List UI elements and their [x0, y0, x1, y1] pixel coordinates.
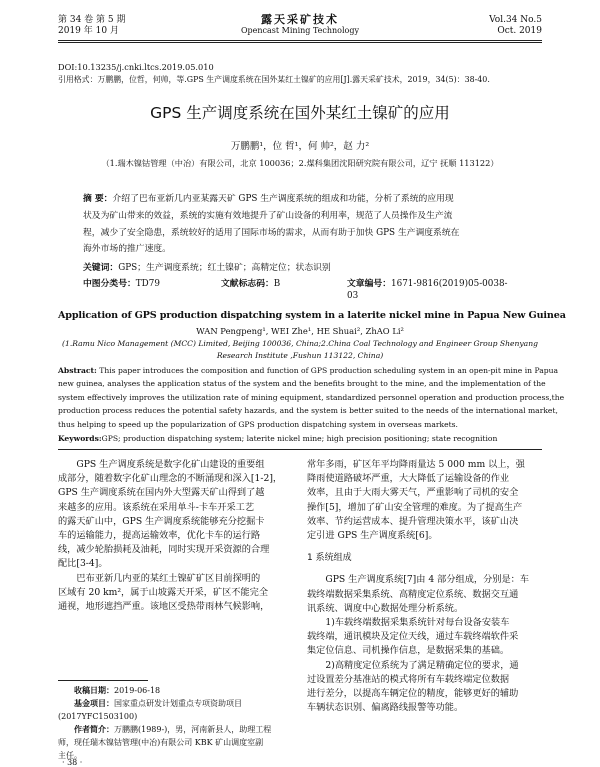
body-line: 1)车载终端数据采集系统针对每台设备安装车 [325, 617, 510, 629]
abstract-en-label: Abstract: [58, 366, 97, 375]
abstract-cn-line: 海外市场的推广速度。 [83, 244, 171, 255]
abstract-en-line: This paper introduces the composition and function of GPS production scheduling system in an open-pit mine in Papua [99, 366, 559, 375]
body-line: 效率、节约运营成本、提升管理决策水平，该矿山决 [307, 515, 519, 527]
journal-name [200, 13, 400, 36]
header-issue-en: Vol.34 No.5 [489, 15, 542, 25]
affiliations-en-line2: Research Institute ,Fushun 113122, China) [216, 351, 384, 360]
header-date-en: Oct. 2019 [497, 26, 542, 36]
affiliations-cn: （1.瑞木镍钴管理（中冶）有限公司，北京 100036；2.煤科集团沈阳研究院有限公司，辽宁 抚顺 113122） [101, 158, 499, 168]
authors-cn: 万鹏鹏¹，位 哲¹，何 帅²，赵 力² [230, 141, 370, 152]
body-line: 载终端数据采集系统、高精度定位系统、数据交互通 [307, 588, 519, 600]
body-line: GPS 生产调度系统在国内外大型露天矿山得到了越 [58, 487, 265, 499]
section-heading: 1 系统组成 [307, 553, 352, 564]
document-code-value: B [273, 279, 281, 289]
footnote-received-label: 收稿日期： [74, 685, 114, 695]
footnote-received: 2019-06-18 [114, 686, 161, 695]
body-line: 线，减少轮胎损耗及油耗，同时实现开采资源的合理 [58, 544, 270, 556]
footnote-author-label: 作者简介： [74, 724, 114, 734]
body-line: 的露天矿山中，GPS 生产调度系统能够充分挖掘卡 [58, 515, 265, 527]
body-line: 过设置差分基准站的模式将所有车载终端定位数据 [307, 673, 510, 685]
abstract-en [58, 364, 565, 431]
right-column [307, 458, 542, 715]
abstract-cn [83, 191, 517, 258]
body-line: 成部分，随着数字化矿山理念的不断涌现和深入[1-2]， [58, 473, 283, 485]
page-number: · 38 · [62, 758, 83, 767]
abstract-cn-label: 摘 要： [83, 194, 113, 204]
body-line: 进行差分，以提高车辆定位的精度，能够更好的辅助 [307, 688, 519, 700]
body-line: 效率，且由于大雨大雾天气，严重影响了司机的安全 [307, 487, 519, 499]
header-issue: 第 34 卷 第 5 期 [58, 15, 126, 25]
keywords-en-text: GPS; production dispatching system; laterite nickel mine; high precision positioning; state recognition [101, 434, 498, 443]
footnote-author-2: 师，现任瑞木镍钴管理(中冶)有限公司 KBK 矿山调度室副 [58, 738, 264, 747]
affiliations-en-line1: (1.Ramu Nico Management (MCC) Limited, Beijing 100036, China;2.China Coal Technology and Engineer Group Shenyang [62, 339, 538, 348]
body-line: 来越多的应用。该系统在采用单斗-卡车开采工艺 [58, 501, 255, 513]
body-line: 通视，地形遮挡严重。该地区受热带雨林气候影响， [58, 601, 270, 613]
abstract-en-line: production process reduces the potential safety hazards, and the system is better suited to the needs of the international market, [58, 406, 558, 416]
body-line: 集定位信息、司机操作信息，是数据采集的基础。 [307, 645, 510, 657]
footnote-fund-2: (2017YFC1503100) [58, 712, 138, 721]
header-date: 2019 年 10 月 [58, 26, 119, 36]
header-volume-en [489, 15, 542, 37]
body-line: 操作[5]，增加了矿山安全管理的难度。为了提高生产 [307, 501, 523, 513]
body-line: 巴布亚新几内亚的某红土镍矿矿区目前探明的 [76, 572, 261, 584]
header-rule [58, 40, 542, 41]
keywords-cn-text: GPS；生产调度系统；红土镍矿；高精定位；状态识别 [118, 263, 331, 273]
title-en: Application of GPS production dispatching system in a laterite nickel mine in Papua New Guinea [58, 310, 566, 321]
body-line: 2)高精度定位系统为了满足精确定位的要求，通 [325, 659, 519, 671]
article-number-value: 1671-9816(2019)05-0038-03 [347, 279, 508, 301]
abstract-divider [58, 449, 542, 450]
document-code-label: 文献标志码： [221, 279, 274, 289]
clc-label: 中图分类号： [83, 279, 136, 289]
article-number [347, 278, 517, 302]
clc-number [83, 278, 160, 290]
doi: DOI:10.13235/j.cnki.ltcs.2019.05.010 [58, 62, 214, 72]
body-line: 车辆状态识别、偏离路线报警等功能。 [307, 702, 464, 714]
body-line: 降雨使道路破坏严重，大大降低了运输设备的作业 [307, 473, 510, 485]
footnote-fund-label: 基金项目： [74, 698, 114, 708]
abstract-cn-line: 介绍了巴布亚新几内亚某露天矿 GPS 生产调度系统的组成和功能，分析了系统的应用现 [112, 194, 454, 204]
footnote-author-3: 主任。 [58, 751, 82, 760]
body-line: GPS 生产调度系统是数字化矿山建设的重要组 [76, 459, 265, 470]
authors-en: WAN Pengpeng¹, WEI Zhe¹, HE Shuai², ZhAO Li² [196, 326, 404, 336]
body-line: 车的运输能力，提高运输效率，优化卡车的运行路 [58, 530, 261, 542]
abstract-cn-line: 状及为矿山带来的效益，系统的实施有效地提升了矿山设备的利用率，规范了人员操作及生产流 [83, 210, 453, 221]
abstract-en-line: thus helping to speed up the popularization of GPS production dispatching system in overseas markets. [58, 419, 458, 429]
body-line: 载终端，通讯模块及定位天线，通过车载终端软件采 [307, 631, 519, 643]
body-line: 定引进 GPS 生产调度系统[6]。 [307, 530, 438, 542]
footnotes [58, 684, 293, 762]
footnote-author: 万鹏鹏(1989-)，男，河南新县人，助理工程 [114, 725, 272, 734]
body-line: 配比[3-4]。 [58, 558, 108, 570]
keywords-en [58, 432, 497, 445]
keywords-en-label: Keywords: [58, 434, 102, 443]
left-column [58, 458, 293, 614]
citation: 引用格式：万鹏鹏，位哲，何帅，等.GPS 生产调度系统在国外某红土镍矿的应用[J].露天采矿技术，2019，34(5)：38-40. [58, 75, 490, 84]
keywords-cn [83, 262, 331, 274]
abstract-en-line: new guinea, analyses the application status of the system and the benefits brought to the mine, and the implementation of the [58, 379, 546, 389]
article-number-label: 文章编号： [347, 279, 391, 289]
body-line: 讯系统、调度中心数据处理分析系统。 [307, 602, 464, 614]
abstract-en-line: system effectively improves the utilization rate of mining equipment, standardized personnel operation and production process,the [58, 392, 565, 402]
footnote-fund: 国家重点研发计划重点专项资助项目 [114, 699, 242, 708]
journal-title-cn: 露天采矿技术 [261, 13, 339, 26]
body-line: 区域有 20 km²，属于山坡露天开采，矿区不能完全 [58, 586, 269, 598]
keywords-cn-label: 关键词： [83, 263, 119, 273]
header-volume [58, 15, 125, 37]
document-code [221, 278, 280, 290]
body-line: GPS 生产调度系统[7]由 4 部分组成，分别是：车 [325, 574, 530, 586]
abstract-cn-line: 程，减少了安全隐患，系统较好的适用了国际市场的需求，从而有助于加快 GPS 生产调度系统在 [83, 227, 460, 238]
title-cn: GPS 生产调度系统在国外某红土镍矿的应用 [150, 104, 450, 122]
clc-value: TD79 [135, 279, 160, 289]
footnote-rule [58, 680, 148, 681]
body-line: 常年多雨，矿区年平均降雨量达 5 000 mm 以上，强 [307, 459, 525, 470]
header-rule-2 [58, 42, 542, 43]
journal-title-en: Opencast Mining Technology [240, 26, 360, 35]
